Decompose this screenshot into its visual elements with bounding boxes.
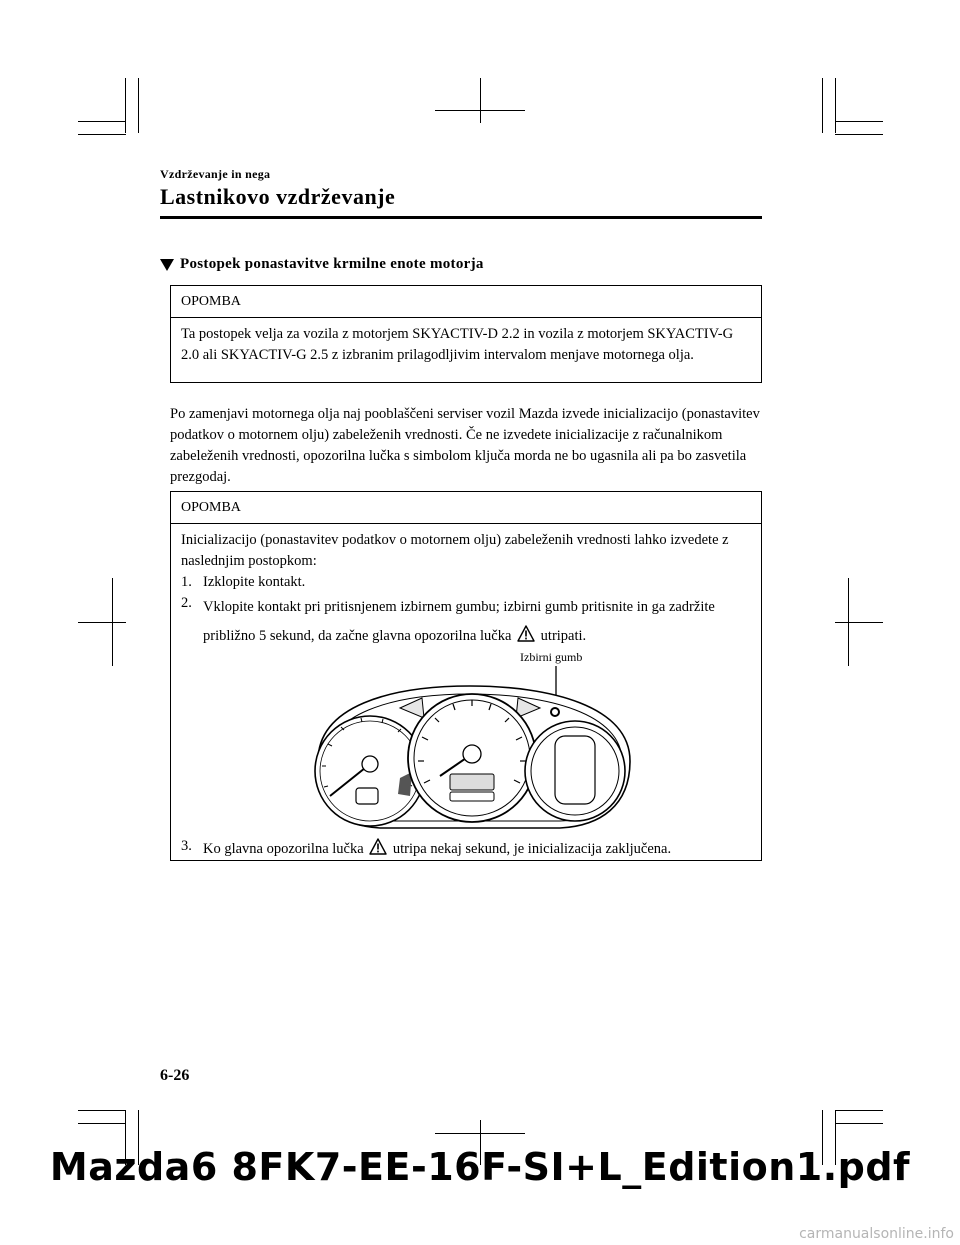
step-text-a: Vklopite kontakt pri pritisnjenem izbirnem gumbu; izbirni gumb pritisnite in ga zadržite približno 5 sekund, da začne glavna opozorilna lučka [203,599,715,644]
figure-callout-label: Izbirni gumb [520,650,583,664]
note-heading: OPOMBA [171,492,761,524]
master-warning-icon [369,838,387,855]
step-1 [181,572,751,593]
step-3 [181,838,671,858]
step-number: 2. [181,595,192,611]
footer-filename: Mazda6 8FK7-EE-16F-SI+L_Edition1.pdf [49,1145,911,1189]
note-text: Ta postopek velja za vozila z motorjem SKYACTIV-D 2.2 in vozila z motorjem SKYACTIV-G 2.0 ali SKYACTIV-G 2.5 z izbranim prilagodljivim intervalom menjave motornega olja. [181,326,734,363]
subheading-text: Postopek ponastavitve krmilne enote motorja [180,256,484,272]
step-number: 1. [181,574,192,590]
step-2 [181,593,751,651]
section-label: Vzdrževanje in nega [160,167,271,181]
master-warning-icon [517,625,535,642]
page-title: Lastnikovo vzdrževanje [160,184,396,209]
step-text: Izklopite kontakt. [203,574,306,590]
note-heading: OPOMBA [171,286,761,318]
step-text-b: utripati. [540,628,587,644]
note-intro: Inicializacijo (ponastavitev podatkov o motornem olju) zabeleženih vrednosti lahko izvedete z naslednjim postopkom: [181,532,729,569]
instrument-cluster-illustration [300,666,640,834]
body-paragraph: Po zamenjavi motornega olja naj pooblaščeni serviser vozil Mazda izvede inicializacijo (ponastavitev podatkov o motornem olju) zabeleženih vrednosti. Če ne izvedete inicializacije z računalnikom zabeleženih vrednosti, opozorilna lučka s simbolom ključa morda ne bo ugasnila ali pa bo zasvetila prezgodaj. [170,406,760,485]
title-rule [160,216,762,219]
page-number: 6-26 [160,1067,190,1084]
watermark: carmanualsonline.info [799,1226,954,1242]
step-text-b: utripa nekaj sekund, je inicializacija zaključena. [392,841,672,857]
triangle-bullet-icon [160,259,174,271]
subheading [160,256,484,273]
step-text-a: Ko glavna opozorilna lučka [203,841,364,857]
step-number: 3. [181,838,192,854]
note-box-1 [170,285,762,383]
